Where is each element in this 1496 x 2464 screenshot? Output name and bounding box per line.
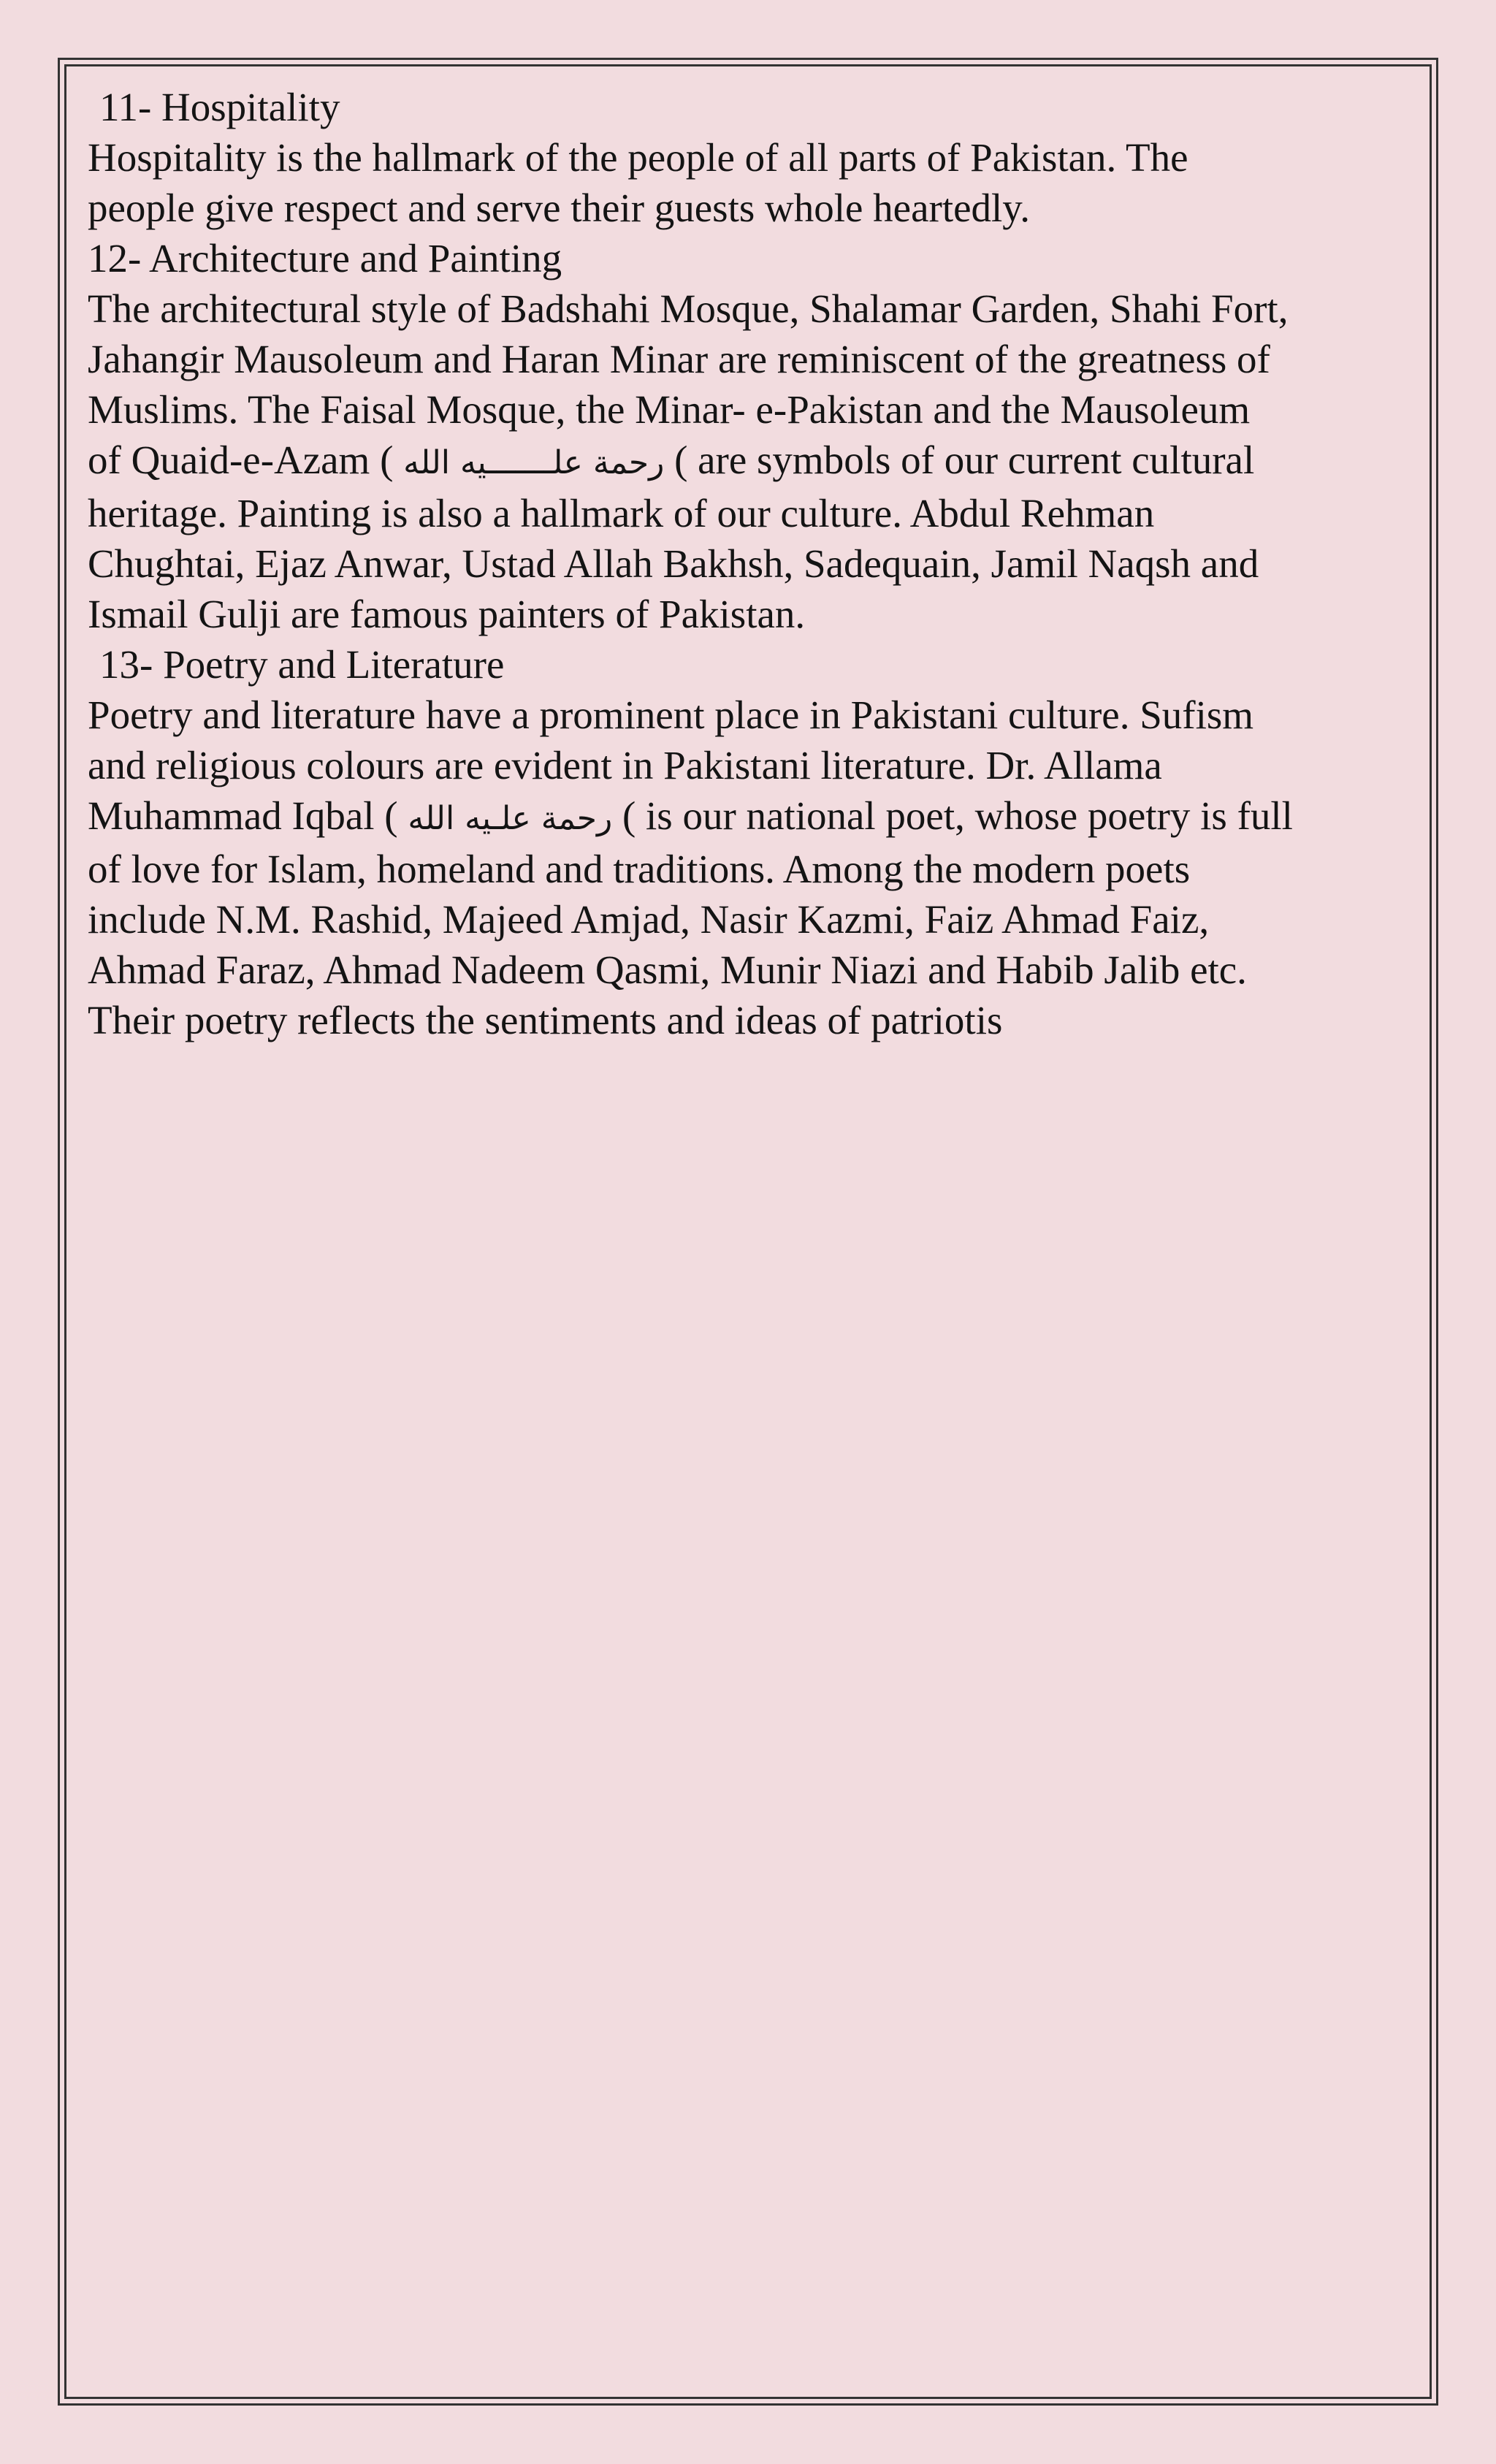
line-text-after: ( are symbols of our current cultural: [664, 438, 1255, 482]
paragraph-line: Ismail Gulji are famous painters of Pakistan.: [88, 592, 806, 636]
section-heading-architecture: 12- Architecture and Painting: [88, 236, 562, 281]
paragraph-line: heritage. Painting is also a hallmark of our culture. Abdul Rehman: [88, 491, 1155, 535]
document-body: [88, 82, 1421, 1045]
paragraph-line: include N.M. Rashid, Majeed Amjad, Nasir Kazmi, Faiz Ahmad Faiz,: [88, 897, 1210, 942]
paragraph-line: Their poetry reflects the sentiments and ideas of patriotis: [88, 998, 1003, 1042]
section-heading-hospitality: 11- Hospitality: [99, 85, 340, 129]
paragraph-line-with-arabic: [88, 790, 1421, 844]
paragraph-line: The architectural style of Badshahi Mosque, Shalamar Garden, Shahi Fort,: [88, 286, 1289, 331]
paragraph-line-with-arabic: [88, 435, 1421, 488]
paragraph-line: Hospitality is the hallmark of the people of all parts of Pakistan. The: [88, 135, 1188, 180]
section-heading-poetry: 13- Poetry and Literature: [99, 642, 505, 687]
line-text-after: ( is our national poet, whose poetry is full: [612, 793, 1293, 838]
paragraph-line: Poetry and literature have a prominent place in Pakistani culture. Sufism: [88, 693, 1254, 737]
line-text-before: of Quaid-e-Azam (: [88, 438, 404, 482]
paragraph-line: and religious colours are evident in Pakistani literature. Dr. Allama: [88, 743, 1162, 787]
arabic-honorific: رحمة علـــــــيه الله: [403, 444, 665, 481]
paragraph-line: Muslims. The Faisal Mosque, the Minar- e-Pakistan and the Mausoleum: [88, 387, 1251, 432]
paragraph-line: Jahangir Mausoleum and Haran Minar are reminiscent of the greatness of: [88, 337, 1270, 381]
paragraph-line: Ahmad Faraz, Ahmad Nadeem Qasmi, Munir Niazi and Habib Jalib etc.: [88, 947, 1247, 992]
arabic-honorific: رحمة علـيه الله: [408, 800, 613, 837]
line-text-before: Muhammad Iqbal (: [88, 793, 408, 838]
paragraph-line: Chughtai, Ejaz Anwar, Ustad Allah Bakhsh, Sadequain, Jamil Naqsh and: [88, 541, 1259, 586]
paragraph-line: people give respect and serve their guests whole heartedly.: [88, 186, 1030, 230]
paragraph-line: of love for Islam, homeland and traditions. Among the modern poets: [88, 847, 1191, 891]
